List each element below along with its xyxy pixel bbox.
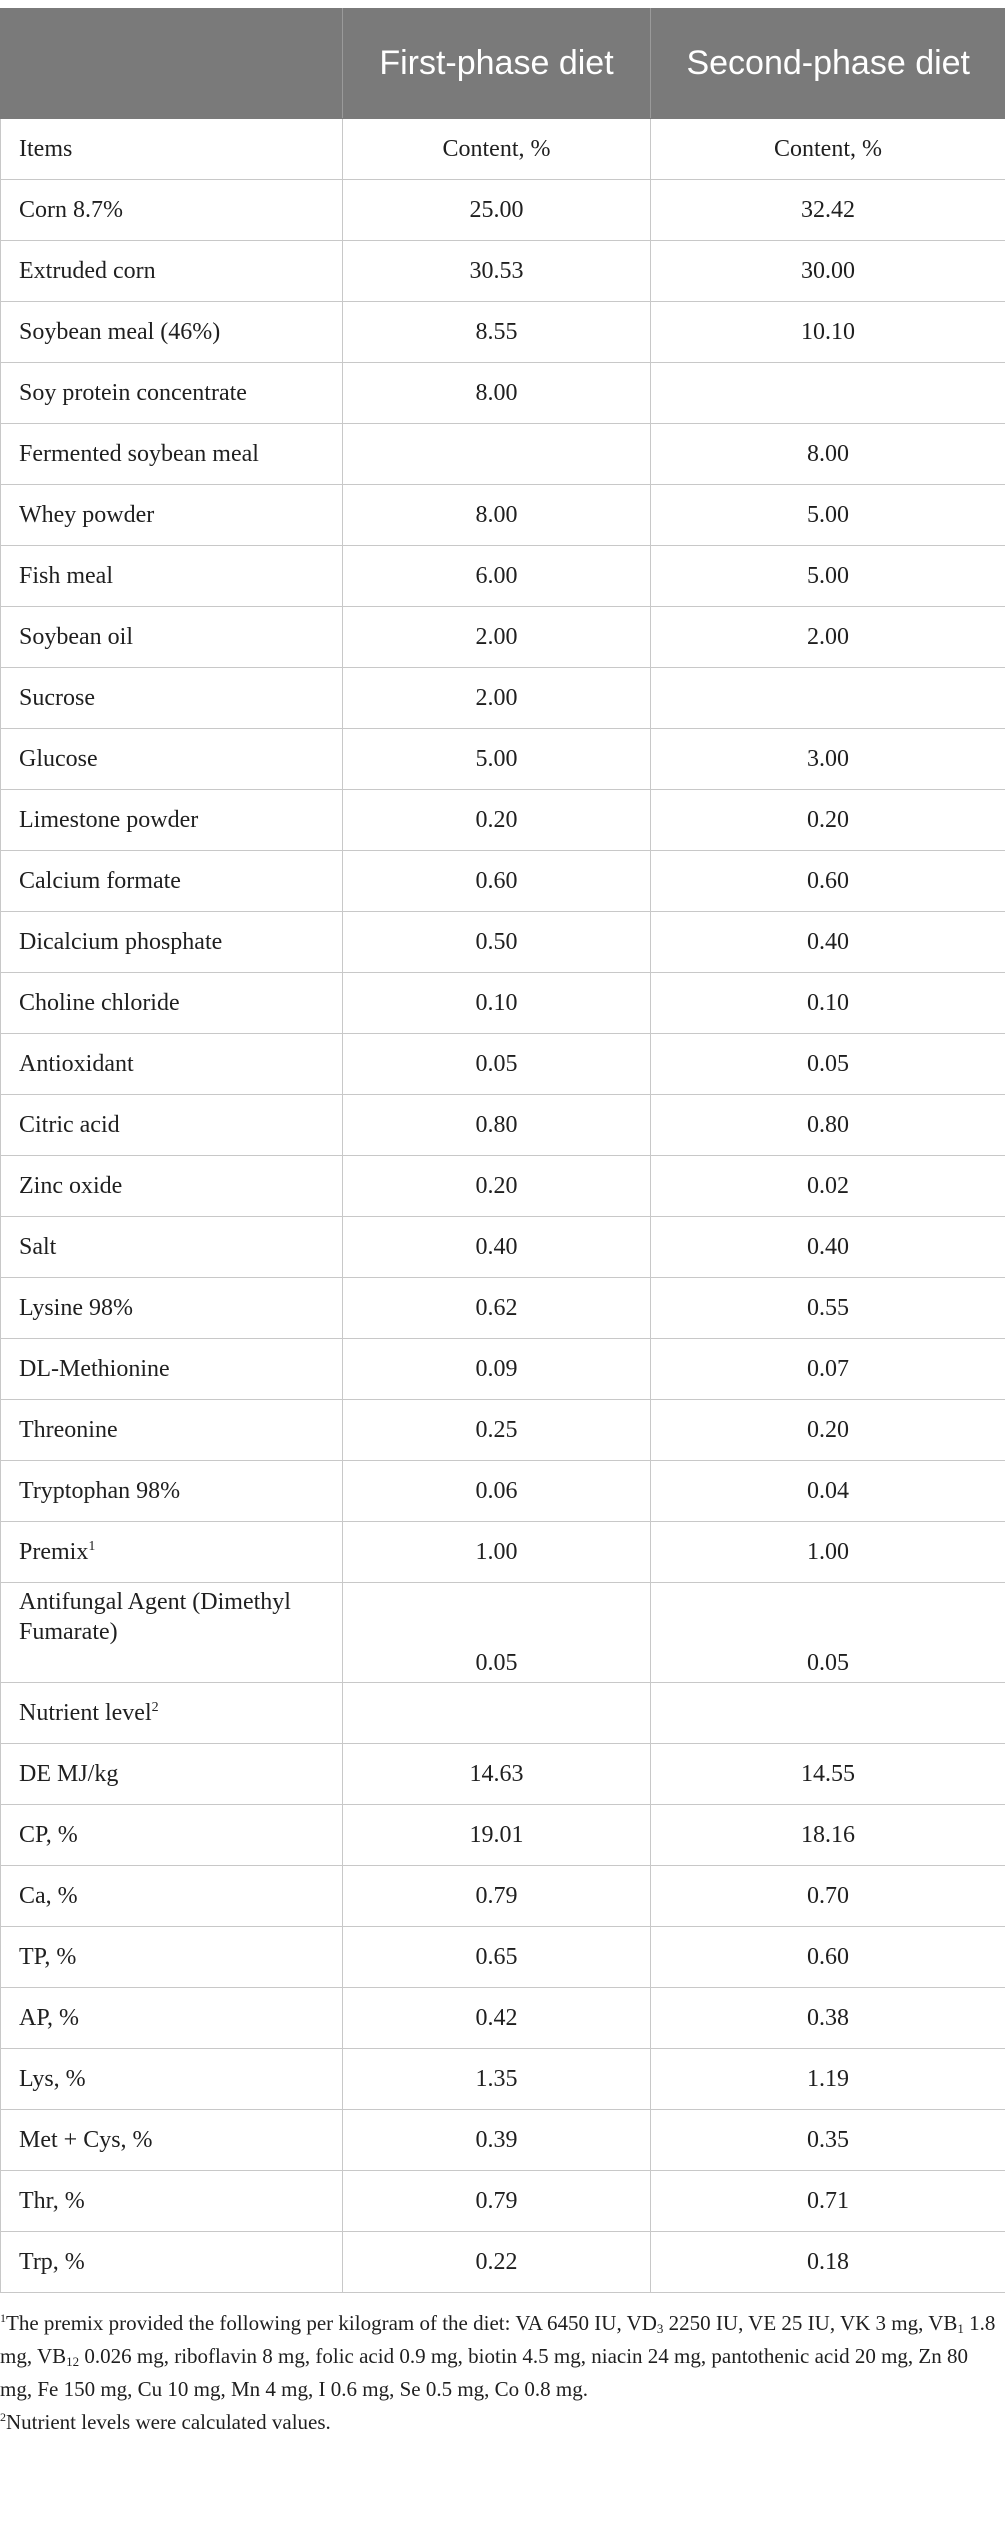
row-label-cell xyxy=(1,1927,343,1988)
row-label: Met + Cys, % xyxy=(19,2127,153,2153)
first-phase-value: 0.09 xyxy=(343,1339,651,1400)
table-row xyxy=(1,302,1005,363)
row-label-cell xyxy=(1,1866,343,1927)
second-phase-value: 0.02 xyxy=(651,1156,1005,1217)
table-row xyxy=(1,1217,1005,1278)
first-phase-value: 0.25 xyxy=(343,1400,651,1461)
row-label: Items xyxy=(19,136,73,162)
footnote-text: Nutrient levels were calculated values. xyxy=(6,2410,331,2434)
first-phase-value xyxy=(343,1683,651,1744)
row-label: Citric acid xyxy=(19,1112,120,1138)
row-label: Soybean meal (46%) xyxy=(19,319,221,345)
row-label-cell xyxy=(1,180,343,241)
second-phase-value: 30.00 xyxy=(651,241,1005,302)
row-label-cell xyxy=(1,1278,343,1339)
row-label: Sucrose xyxy=(19,685,95,711)
table-row xyxy=(1,1095,1005,1156)
first-phase-value: 0.42 xyxy=(343,1988,651,2049)
second-phase-value: 32.42 xyxy=(651,180,1005,241)
table-row xyxy=(1,2049,1005,2110)
table-footnotes xyxy=(0,2293,1005,2439)
header-cell-second-phase: Second-phase diet xyxy=(651,8,1005,119)
row-label-cell xyxy=(1,1522,343,1583)
diet-composition-table xyxy=(0,8,1005,2293)
row-label: Extruded corn xyxy=(19,258,156,284)
row-label: Threonine xyxy=(19,1417,118,1443)
second-phase-value: 0.70 xyxy=(651,1866,1005,1927)
row-label-cell xyxy=(1,363,343,424)
table-row xyxy=(1,1583,1005,1683)
row-label-cell xyxy=(1,668,343,729)
second-phase-value: 0.80 xyxy=(651,1095,1005,1156)
table-row xyxy=(1,1683,1005,1744)
second-phase-value: 0.05 xyxy=(651,1583,1005,1683)
table-row xyxy=(1,1522,1005,1583)
footnote-marker: 2 xyxy=(151,1700,159,1715)
first-phase-value: 0.80 xyxy=(343,1095,651,1156)
row-label: Fermented soybean meal xyxy=(19,441,259,467)
footnote-text: 2250 IU, VE 25 IU, VK 3 mg, VB xyxy=(663,2311,958,2335)
footnote-marker: 1 xyxy=(88,1539,96,1554)
first-phase-value: 8.00 xyxy=(343,485,651,546)
second-phase-value: 0.35 xyxy=(651,2110,1005,2171)
table-row xyxy=(1,485,1005,546)
second-phase-value: 0.04 xyxy=(651,1461,1005,1522)
row-label: Choline chloride xyxy=(19,990,180,1016)
first-phase-value: 8.55 xyxy=(343,302,651,363)
table-row xyxy=(1,790,1005,851)
second-phase-value: 10.10 xyxy=(651,302,1005,363)
second-phase-value: 0.38 xyxy=(651,1988,1005,2049)
second-phase-value: 8.00 xyxy=(651,424,1005,485)
row-label-cell xyxy=(1,1156,343,1217)
footnote-mark: 2 xyxy=(0,2410,6,2424)
table-row xyxy=(1,363,1005,424)
row-label-cell xyxy=(1,1034,343,1095)
table-row xyxy=(1,912,1005,973)
row-label-cell xyxy=(1,2171,343,2232)
diet-composition-document xyxy=(0,8,1005,2439)
second-phase-value: 1.00 xyxy=(651,1522,1005,1583)
table-row xyxy=(1,1744,1005,1805)
table-row xyxy=(1,1927,1005,1988)
first-phase-value: 0.20 xyxy=(343,1156,651,1217)
row-label-cell xyxy=(1,2110,343,2171)
row-label-cell xyxy=(1,1217,343,1278)
row-label: Dicalcium phosphate xyxy=(19,929,223,955)
row-label: Trp, % xyxy=(19,2249,85,2275)
row-label: Zinc oxide xyxy=(19,1173,123,1199)
table-body xyxy=(1,119,1005,2293)
row-label: Salt xyxy=(19,1234,57,1260)
second-phase-value xyxy=(651,668,1005,729)
second-phase-value: 5.00 xyxy=(651,485,1005,546)
row-label: Soy protein concentrate xyxy=(19,380,247,406)
first-phase-value: 19.01 xyxy=(343,1805,651,1866)
second-phase-value: 0.05 xyxy=(651,1034,1005,1095)
table-row xyxy=(1,1034,1005,1095)
row-label-cell xyxy=(1,2232,343,2293)
header-cell-items xyxy=(1,8,343,119)
row-label: Soybean oil xyxy=(19,624,133,650)
second-phase-value: 0.71 xyxy=(651,2171,1005,2232)
table-row xyxy=(1,1278,1005,1339)
second-phase-value: 0.55 xyxy=(651,1278,1005,1339)
table-row xyxy=(1,241,1005,302)
second-phase-value: 0.18 xyxy=(651,2232,1005,2293)
second-phase-value xyxy=(651,363,1005,424)
second-phase-value: 0.20 xyxy=(651,1400,1005,1461)
row-label-cell xyxy=(1,1461,343,1522)
first-phase-value: 0.79 xyxy=(343,1866,651,1927)
row-label: CP, % xyxy=(19,1822,78,1848)
table-row xyxy=(1,851,1005,912)
second-phase-value: 0.07 xyxy=(651,1339,1005,1400)
footnote-subscript: 12 xyxy=(66,2354,80,2369)
table-header xyxy=(1,8,1005,119)
row-label-cell xyxy=(1,607,343,668)
first-phase-value: 30.53 xyxy=(343,241,651,302)
footnote-2 xyxy=(0,2406,1005,2439)
row-label: TP, % xyxy=(19,1944,77,1970)
table-row xyxy=(1,424,1005,485)
row-label: Lys, % xyxy=(19,2066,86,2092)
row-label: Calcium formate xyxy=(19,868,181,894)
second-phase-value: 14.55 xyxy=(651,1744,1005,1805)
first-phase-value: 0.65 xyxy=(343,1927,651,1988)
header-cell-first-phase: First-phase diet xyxy=(343,8,651,119)
row-label: Limestone powder xyxy=(19,807,199,833)
first-phase-value: 0.40 xyxy=(343,1217,651,1278)
second-phase-value: 0.60 xyxy=(651,851,1005,912)
row-label-cell xyxy=(1,851,343,912)
table-row xyxy=(1,180,1005,241)
second-phase-value: 5.00 xyxy=(651,546,1005,607)
row-label: DL-Methionine xyxy=(19,1356,170,1382)
first-phase-value: 25.00 xyxy=(343,180,651,241)
first-phase-value: 0.39 xyxy=(343,2110,651,2171)
first-phase-value: 0.22 xyxy=(343,2232,651,2293)
row-label: Corn 8.7% xyxy=(19,197,123,223)
table-row xyxy=(1,1988,1005,2049)
second-phase-value: 0.60 xyxy=(651,1927,1005,1988)
table-row xyxy=(1,546,1005,607)
row-label-cell xyxy=(1,119,343,180)
row-label: Nutrient level xyxy=(19,1700,152,1726)
row-label-cell xyxy=(1,790,343,851)
footnote-text: The premix provided the following per kilogram of the diet: VA 6450 IU, VD xyxy=(6,2311,657,2335)
second-phase-value: 18.16 xyxy=(651,1805,1005,1866)
first-phase-value: 0.50 xyxy=(343,912,651,973)
first-phase-value: 0.20 xyxy=(343,790,651,851)
first-phase-value: 0.06 xyxy=(343,1461,651,1522)
first-phase-value: 5.00 xyxy=(343,729,651,790)
row-label-cell xyxy=(1,546,343,607)
first-phase-value: 1.35 xyxy=(343,2049,651,2110)
row-label: Antioxidant xyxy=(19,1051,134,1077)
table-row xyxy=(1,729,1005,790)
second-phase-value: 0.40 xyxy=(651,1217,1005,1278)
table-row xyxy=(1,1339,1005,1400)
table-row xyxy=(1,973,1005,1034)
second-phase-value: 0.10 xyxy=(651,973,1005,1034)
second-phase-value: 1.19 xyxy=(651,2049,1005,2110)
table-row xyxy=(1,607,1005,668)
first-phase-value: 6.00 xyxy=(343,546,651,607)
table-row xyxy=(1,2110,1005,2171)
first-phase-value: 1.00 xyxy=(343,1522,651,1583)
footnote-subscript: 1 xyxy=(957,2321,964,2336)
footnote-subscript: 3 xyxy=(656,2321,664,2336)
row-label-cell xyxy=(1,1744,343,1805)
row-label: AP, % xyxy=(19,2005,80,2031)
first-phase-value: 0.05 xyxy=(343,1583,651,1683)
second-phase-value: Content, % xyxy=(651,119,1005,180)
header-row xyxy=(1,8,1005,119)
row-label: Glucose xyxy=(19,746,98,772)
table-row xyxy=(1,1461,1005,1522)
row-label: Fish meal xyxy=(19,563,113,589)
row-label: Premix xyxy=(19,1539,89,1565)
first-phase-value: 0.79 xyxy=(343,2171,651,2232)
table-row xyxy=(1,2232,1005,2293)
table-row xyxy=(1,1400,1005,1461)
row-label-cell xyxy=(1,1683,343,1744)
first-phase-value: 2.00 xyxy=(343,607,651,668)
row-label-cell xyxy=(1,729,343,790)
first-phase-value xyxy=(343,424,651,485)
first-phase-value: 0.10 xyxy=(343,973,651,1034)
table-row xyxy=(1,668,1005,729)
row-label: Antifungal Agent (Dimethyl Fumarate) xyxy=(19,1589,291,1645)
footnote-text: 0.026 mg, riboflavin 8 mg, folic acid 0.9 mg, biotin 4.5 mg, niacin 24 mg, pantothenic acid 20 mg, Zn 80 mg, Fe 150 mg, Cu 10 mg, Mn 4 mg, I 0.6 mg, Se 0.5 mg, Co 0.8 mg. xyxy=(0,2344,969,2401)
row-label-cell xyxy=(1,1805,343,1866)
row-label-cell xyxy=(1,1095,343,1156)
second-phase-value: 3.00 xyxy=(651,729,1005,790)
first-phase-value: 2.00 xyxy=(343,668,651,729)
row-label: DE MJ/kg xyxy=(19,1761,119,1787)
first-phase-value: 14.63 xyxy=(343,1744,651,1805)
row-label-cell xyxy=(1,912,343,973)
row-label-cell xyxy=(1,2049,343,2110)
second-phase-value xyxy=(651,1683,1005,1744)
row-label-cell xyxy=(1,302,343,363)
first-phase-value: 0.05 xyxy=(343,1034,651,1095)
row-label-cell xyxy=(1,1583,343,1683)
table-row xyxy=(1,1866,1005,1927)
row-label-cell xyxy=(1,1339,343,1400)
table-row xyxy=(1,119,1005,180)
table-row xyxy=(1,1805,1005,1866)
row-label: Whey powder xyxy=(19,502,155,528)
row-label: Tryptophan 98% xyxy=(19,1478,181,1504)
row-label-cell xyxy=(1,241,343,302)
row-label-cell xyxy=(1,424,343,485)
row-label-cell xyxy=(1,485,343,546)
table-row xyxy=(1,2171,1005,2232)
first-phase-value: 0.60 xyxy=(343,851,651,912)
row-label: Ca, % xyxy=(19,1883,78,1909)
row-label: Lysine 98% xyxy=(19,1295,133,1321)
table-row xyxy=(1,1156,1005,1217)
first-phase-value: Content, % xyxy=(343,119,651,180)
first-phase-value: 8.00 xyxy=(343,363,651,424)
second-phase-value: 2.00 xyxy=(651,607,1005,668)
second-phase-value: 0.20 xyxy=(651,790,1005,851)
row-label-cell xyxy=(1,1400,343,1461)
row-label-cell xyxy=(1,973,343,1034)
first-phase-value: 0.62 xyxy=(343,1278,651,1339)
footnote-mark: 1 xyxy=(0,2311,6,2325)
row-label-cell xyxy=(1,1988,343,2049)
row-label: Thr, % xyxy=(19,2188,85,2214)
second-phase-value: 0.40 xyxy=(651,912,1005,973)
footnote-1 xyxy=(0,2307,1005,2406)
footnote-text: 1.8 mg, VB xyxy=(0,2311,996,2368)
